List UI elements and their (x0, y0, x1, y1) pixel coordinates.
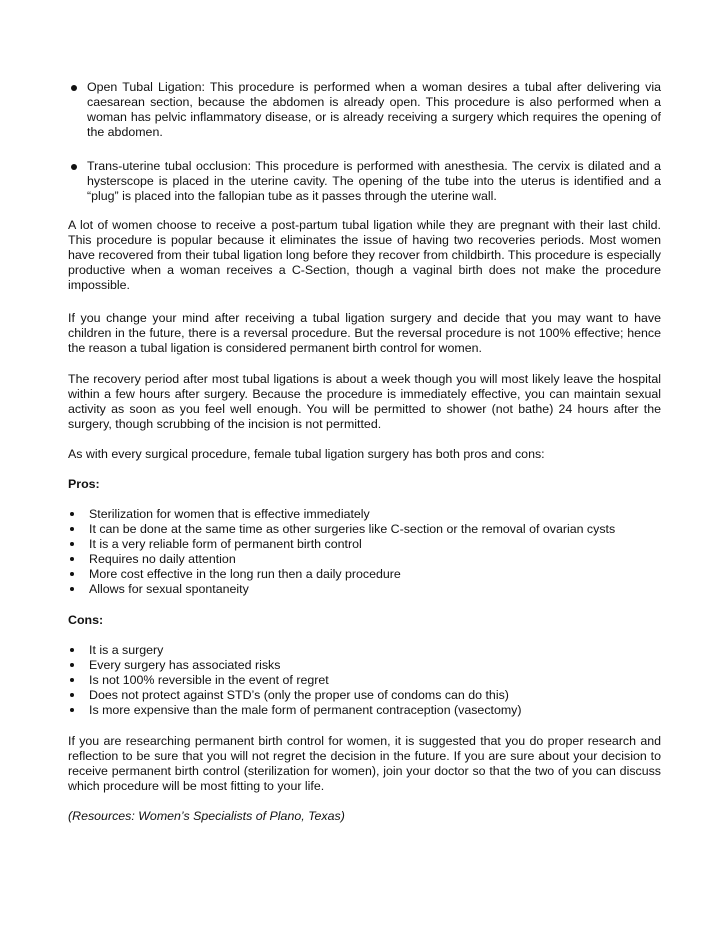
procedure-item-trans-uterine (68, 159, 661, 204)
pros-list (68, 507, 661, 598)
bullet-icon (70, 587, 74, 591)
list-item: Is more expensive than the male form of permanent contraception (vasectomy) (68, 703, 661, 718)
cons-list (68, 643, 661, 718)
list-item: Requires no daily attention (68, 552, 661, 567)
bullet-icon (70, 693, 74, 697)
paragraph-reversal: If you change your mind after receiving a tubal ligation surgery and decide that you may want to have children in the future, there is a reversal procedure. But the reversal procedure is not 100% effective; hence the reason a tubal ligation is considered permanent birth control for women. (68, 311, 661, 356)
list-item: Every surgery has associated risks (68, 658, 661, 673)
bullet-icon (70, 542, 74, 546)
pros-heading: Pros: (68, 477, 100, 491)
procedure-item-open-tubal-ligation (68, 80, 661, 140)
procedure-text: Trans-uterine tubal occlusion: This procedure is performed with anesthesia. The cervix is dilated and a hysterscope is placed in the uterine cavity. The opening of the tube into the uterus is identified and a “plug” is placed into the fallopian tube as it passes through the uterine wall. (87, 159, 661, 204)
bullet-icon (71, 85, 77, 91)
list-item: More cost effective in the long run then a daily procedure (68, 567, 661, 582)
paragraph-recovery: The recovery period after most tubal ligations is about a week though you will most likely leave the hospital within a few hours after surgery. Because the procedure is immediately effective, you can maintain sexual activity as soon as you feel well enough. You will be permitted to shower (not bathe) 24 hours after the surgery, though scrubbing of the incision is not permitted. (68, 372, 661, 432)
bullet-icon (70, 648, 74, 652)
list-item: It is a surgery (68, 643, 661, 658)
bullet-icon (70, 708, 74, 712)
paragraph-pros-cons-intro: As with every surgical procedure, female tubal ligation surgery has both pros and cons: (68, 447, 545, 461)
bullet-icon (70, 557, 74, 561)
list-item: It is a very reliable form of permanent birth control (68, 537, 661, 552)
list-item: Sterilization for women that is effective immediately (68, 507, 661, 522)
procedure-text: Open Tubal Ligation: This procedure is performed when a woman desires a tubal after delivering via caesarean section, because the abdomen is already open. This procedure is also performed when a woman has pelvic inflammatory disease, or is already receiving a surgery which requires the opening of the abdomen. (87, 80, 661, 140)
procedure-list-2 (68, 159, 661, 204)
list-item: It can be done at the same time as other surgeries like C-section or the removal of ovarian cysts (68, 522, 661, 537)
bullet-icon (70, 527, 74, 531)
list-item: Does not protect against STD’s (only the proper use of condoms can do this) (68, 688, 661, 703)
resources-citation: (Resources: Women’s Specialists of Plano, Texas) (68, 809, 345, 823)
bullet-icon (71, 164, 77, 170)
bullet-icon (70, 572, 74, 576)
procedure-list (68, 80, 661, 140)
paragraph-closing: If you are researching permanent birth control for women, it is suggested that you do proper research and reflection to be sure that you will not regret the decision in the future. If you are sure about your decision to receive permanent birth control (sterilization for women), join your doctor so that the two of you can discuss which procedure will be most fitting to your life. (68, 734, 661, 794)
cons-heading: Cons: (68, 613, 104, 627)
paragraph-post-partum: A lot of women choose to receive a post-partum tubal ligation while they are pregnant with their last child. This procedure is popular because it eliminates the issue of having two recoveries periods. Most women have recovered from their tubal ligation long before they recover from childbirth. This procedure is especially productive when a woman receives a C-Section, though a vaginal birth does not make the procedure impossible. (68, 218, 661, 293)
list-item: Is not 100% reversible in the event of regret (68, 673, 661, 688)
bullet-icon (70, 512, 74, 516)
bullet-icon (70, 663, 74, 667)
bullet-icon (70, 678, 74, 682)
list-item: Allows for sexual spontaneity (68, 582, 661, 597)
